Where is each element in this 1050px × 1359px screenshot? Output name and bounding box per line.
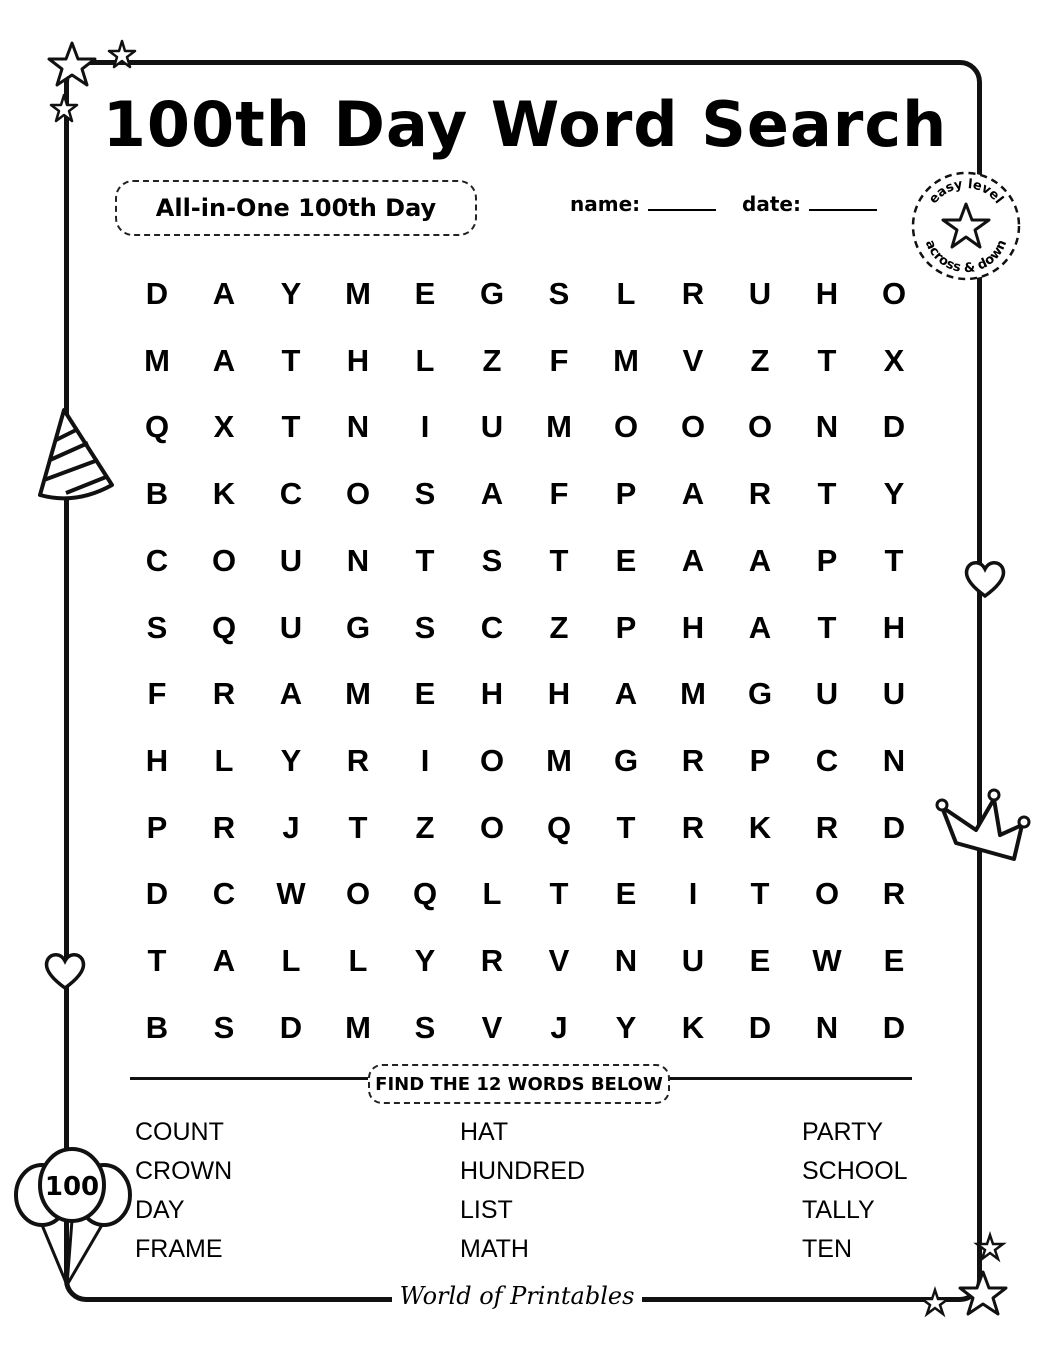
grid-letter[interactable]: N: [346, 542, 370, 578]
grid-letter[interactable]: L: [348, 943, 368, 978]
find-words-label: [368, 1064, 670, 1104]
grid-letter[interactable]: T: [750, 876, 770, 912]
word-list-item: TEN: [802, 1235, 852, 1263]
date-label: date:: [742, 192, 801, 216]
word-list-item: SCHOOL: [802, 1157, 908, 1185]
word-list-item: CROWN: [135, 1157, 233, 1185]
grid-letter[interactable]: T: [549, 876, 569, 912]
grid-letter[interactable]: Z: [549, 609, 569, 645]
grid-letter[interactable]: R: [681, 276, 705, 311]
grid-letter[interactable]: D: [145, 276, 169, 311]
grid-letter[interactable]: N: [815, 1009, 839, 1045]
grid-letter[interactable]: U: [279, 542, 303, 578]
word-list-item: DAY: [135, 1196, 185, 1224]
grid-letter[interactable]: C: [815, 742, 839, 778]
subtitle-text: All-in-One 100th Day: [155, 194, 437, 222]
crown-icon: [934, 785, 1034, 870]
grid-letter[interactable]: O: [479, 742, 505, 778]
grid-letter[interactable]: J: [282, 809, 300, 845]
grid-letter[interactable]: R: [212, 809, 236, 845]
word-list-item: HAT: [460, 1118, 509, 1146]
grid-letter[interactable]: O: [345, 476, 371, 512]
grid-letter[interactable]: I: [420, 742, 430, 778]
grid-letter[interactable]: P: [615, 476, 637, 512]
grid-letter[interactable]: H: [815, 276, 839, 311]
grid-letter[interactable]: V: [548, 943, 570, 978]
grid-letter[interactable]: R: [882, 876, 906, 912]
grid-letter[interactable]: G: [345, 609, 371, 645]
grid-letter[interactable]: D: [882, 409, 906, 445]
grid-letter[interactable]: O: [747, 409, 773, 445]
grid-letter[interactable]: D: [882, 809, 906, 845]
grid-letter[interactable]: R: [212, 676, 236, 712]
grid-letter[interactable]: R: [748, 476, 772, 512]
grid-letter[interactable]: F: [549, 342, 569, 378]
balloon-label: 100: [44, 1172, 100, 1202]
grid-letter[interactable]: E: [749, 943, 771, 978]
grid-letter[interactable]: R: [681, 742, 705, 778]
grid-letter[interactable]: S: [414, 476, 436, 512]
grid-letter[interactable]: A: [212, 276, 236, 311]
word-list-item: PARTY: [802, 1118, 884, 1146]
grid-letter[interactable]: J: [550, 1009, 568, 1045]
grid-letter[interactable]: D: [748, 1009, 772, 1045]
grid-letter[interactable]: M: [613, 342, 639, 378]
grid-letter[interactable]: Y: [280, 276, 302, 311]
grid-letter[interactable]: S: [414, 1009, 436, 1045]
grid-letter[interactable]: C: [480, 609, 504, 645]
grid-letter[interactable]: R: [815, 809, 839, 845]
grid-letter[interactable]: F: [147, 676, 167, 712]
grid-letter[interactable]: D: [145, 876, 169, 912]
grid-letter[interactable]: T: [147, 943, 167, 978]
page-title: 100th Day Word Search: [102, 88, 948, 161]
grid-letter[interactable]: Q: [211, 609, 237, 645]
party-hat-icon: [36, 405, 116, 505]
stamp-bottom-text: across & down: [921, 237, 1011, 277]
grid-letter[interactable]: L: [281, 943, 301, 978]
grid-letter[interactable]: H: [480, 676, 504, 712]
heart-icon: [962, 558, 1008, 600]
word-list-item: HUNDRED: [460, 1157, 585, 1185]
word-list-item: TALLY: [802, 1196, 875, 1224]
grid-letter[interactable]: K: [212, 476, 236, 512]
grid-letter[interactable]: Z: [482, 342, 502, 378]
grid-letter[interactable]: A: [681, 542, 705, 578]
grid-letter[interactable]: E: [883, 943, 905, 978]
grid-letter[interactable]: O: [814, 876, 840, 912]
divider-left: [130, 1077, 370, 1080]
grid-letter[interactable]: U: [815, 676, 839, 712]
grid-letter[interactable]: Z: [750, 342, 770, 378]
stamp-top-text: easy level: [926, 176, 1007, 207]
name-field: [570, 192, 716, 216]
grid-letter[interactable]: A: [748, 609, 772, 645]
grid-letter[interactable]: O: [680, 409, 706, 445]
name-label: name:: [570, 192, 641, 216]
grid-letter[interactable]: E: [414, 276, 436, 311]
grid-letter[interactable]: O: [881, 276, 907, 311]
grid-letter[interactable]: N: [815, 409, 839, 445]
grid-letter[interactable]: E: [414, 676, 436, 712]
grid-letter[interactable]: I: [420, 409, 430, 445]
find-words-text: FIND THE 12 WORDS BELOW: [375, 1073, 663, 1095]
grid-letter[interactable]: M: [546, 742, 572, 778]
grid-letter[interactable]: A: [212, 342, 236, 378]
grid-letter[interactable]: L: [415, 342, 435, 378]
grid-letter[interactable]: A: [681, 476, 705, 512]
grid-letter[interactable]: H: [547, 676, 571, 712]
grid-letter[interactable]: T: [415, 542, 435, 578]
grid-letter[interactable]: K: [681, 1009, 705, 1045]
word-list-item: LIST: [460, 1196, 513, 1224]
grid-letter[interactable]: O: [211, 542, 237, 578]
grid-letter[interactable]: Y: [414, 943, 436, 978]
grid-letter[interactable]: K: [748, 809, 772, 845]
grid-letter[interactable]: V: [682, 342, 704, 378]
grid-letter[interactable]: F: [549, 476, 569, 512]
grid-letter[interactable]: T: [884, 542, 904, 578]
grid-letter[interactable]: T: [281, 409, 301, 445]
grid-letter[interactable]: Y: [280, 742, 302, 778]
grid-letter[interactable]: P: [615, 609, 637, 645]
grid-letter[interactable]: Q: [144, 409, 170, 445]
word-list-item: COUNT: [135, 1118, 224, 1146]
grid-letter[interactable]: Y: [883, 476, 905, 512]
grid-letter[interactable]: L: [482, 876, 502, 912]
grid-letter[interactable]: M: [546, 409, 572, 445]
grid-letter[interactable]: T: [817, 609, 837, 645]
grid-letter[interactable]: A: [614, 676, 638, 712]
grid-letter[interactable]: U: [882, 676, 906, 712]
grid-letter[interactable]: T: [817, 342, 837, 378]
grid-letter[interactable]: W: [276, 876, 306, 912]
grid-letter[interactable]: C: [212, 876, 236, 912]
grid-letter[interactable]: E: [615, 876, 637, 912]
grid-letter[interactable]: U: [480, 409, 504, 445]
brand-logo: World of Printables: [392, 1282, 642, 1310]
grid-letter[interactable]: M: [680, 676, 706, 712]
grid-letter[interactable]: Z: [415, 809, 435, 845]
divider-right: [664, 1077, 912, 1080]
grid-letter[interactable]: E: [615, 542, 637, 578]
name-line: [648, 209, 716, 211]
grid-letter[interactable]: N: [882, 742, 906, 778]
grid-letter[interactable]: R: [681, 809, 705, 845]
grid-letter[interactable]: M: [345, 676, 371, 712]
grid-letter[interactable]: G: [479, 276, 505, 311]
grid-letter[interactable]: R: [480, 943, 504, 978]
grid-letter[interactable]: O: [479, 809, 505, 845]
grid-letter[interactable]: P: [749, 742, 771, 778]
subtitle-badge: [115, 180, 477, 236]
grid-letter[interactable]: O: [345, 876, 371, 912]
grid-letter[interactable]: N: [346, 409, 370, 445]
grid-letter[interactable]: B: [145, 476, 169, 512]
grid-letter[interactable]: D: [279, 1009, 303, 1045]
grid-letter[interactable]: H: [346, 342, 370, 378]
grid-letter[interactable]: C: [145, 542, 169, 578]
grid-letter[interactable]: T: [549, 542, 569, 578]
grid-letter[interactable]: I: [688, 876, 698, 912]
grid-letter[interactable]: S: [414, 609, 436, 645]
balloons-icon: [12, 1140, 132, 1290]
grid-letter[interactable]: P: [816, 542, 838, 578]
grid-letter[interactable]: S: [548, 276, 570, 311]
grid-letter[interactable]: B: [145, 1009, 169, 1045]
grid-letter[interactable]: V: [481, 1009, 503, 1045]
grid-letter[interactable]: Q: [546, 809, 572, 845]
grid-letter[interactable]: M: [144, 342, 170, 378]
grid-letter[interactable]: D: [882, 1009, 906, 1045]
grid-letter[interactable]: M: [345, 1009, 371, 1045]
stars-icon: [40, 35, 140, 135]
grid-letter[interactable]: O: [613, 409, 639, 445]
grid-letter[interactable]: A: [480, 476, 504, 512]
word-list-item: FRAME: [135, 1235, 223, 1263]
grid-letter[interactable]: R: [346, 742, 370, 778]
grid-letter[interactable]: G: [613, 742, 639, 778]
grid-letter[interactable]: U: [681, 943, 705, 978]
grid-letter[interactable]: A: [748, 542, 772, 578]
grid-letter[interactable]: G: [747, 676, 773, 712]
grid-letter[interactable]: H: [882, 609, 906, 645]
grid-letter[interactable]: L: [214, 742, 234, 778]
grid-letter[interactable]: T: [817, 476, 837, 512]
grid-letter[interactable]: H: [145, 742, 169, 778]
grid-letter[interactable]: N: [614, 943, 638, 978]
grid-letter[interactable]: T: [348, 809, 368, 845]
grid-letter[interactable]: H: [681, 609, 705, 645]
grid-letter[interactable]: S: [481, 542, 503, 578]
grid-letter[interactable]: A: [279, 676, 303, 712]
level-stamp: [910, 170, 1022, 282]
grid-letter[interactable]: S: [213, 1009, 235, 1045]
date-field: [742, 192, 877, 216]
grid-letter[interactable]: C: [279, 476, 303, 512]
grid-letter[interactable]: Y: [615, 1009, 637, 1045]
grid-letter[interactable]: T: [281, 342, 301, 378]
grid-letter[interactable]: P: [146, 809, 168, 845]
word-list-item: MATH: [460, 1235, 529, 1263]
heart-icon: [42, 950, 88, 992]
grid-letter[interactable]: S: [146, 609, 168, 645]
grid-letter[interactable]: L: [616, 276, 636, 311]
grid-letter[interactable]: X: [213, 409, 235, 445]
grid-letter[interactable]: Q: [412, 876, 438, 912]
grid-letter[interactable]: X: [883, 342, 905, 378]
grid-letter[interactable]: U: [748, 276, 772, 311]
grid-letter[interactable]: W: [812, 943, 842, 978]
date-line: [809, 209, 877, 211]
grid-letter[interactable]: M: [345, 276, 371, 311]
grid-letter[interactable]: T: [616, 809, 636, 845]
stars-icon: [915, 1230, 1015, 1330]
grid-letter[interactable]: A: [212, 943, 236, 978]
grid-letter[interactable]: U: [279, 609, 303, 645]
